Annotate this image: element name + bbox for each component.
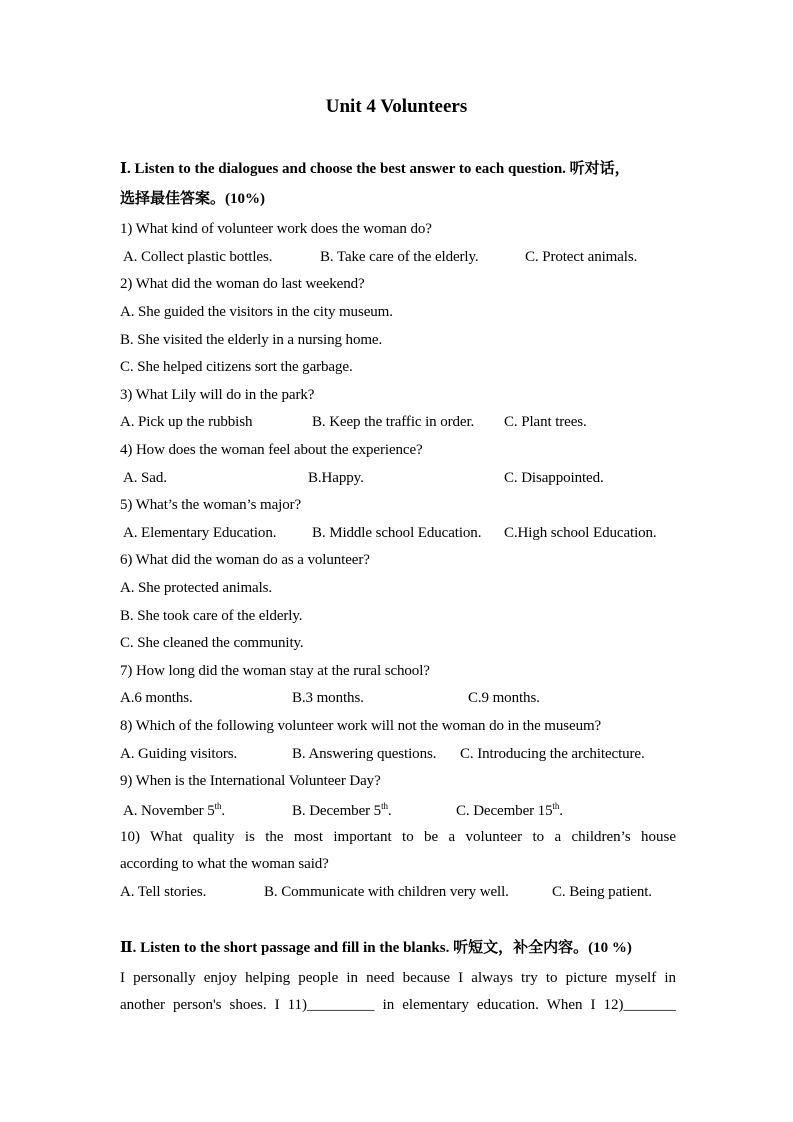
q2-option-b: B. She visited the elderly in a nursing home. bbox=[120, 332, 383, 348]
q5-option-b: B. Middle school Education. bbox=[312, 525, 482, 541]
q8-option-a: A. Guiding visitors. bbox=[120, 746, 238, 762]
section1-heading-line1: Ⅰ. Listen to the dialogues and choose the best answer to each question. 听对话， bbox=[120, 161, 630, 177]
page-title: Unit 4 Volunteers bbox=[325, 96, 468, 117]
q7-option-c: C.9 months. bbox=[468, 690, 540, 706]
q4-option-b: B.Happy. bbox=[308, 470, 364, 486]
question-3: 3) What Lily will do in the park? bbox=[120, 387, 315, 403]
q7-option-b: B.3 months. bbox=[292, 690, 364, 706]
q6-option-a: A. She protected animals. bbox=[120, 580, 273, 596]
question-6: 6) What did the woman do as a volunteer? bbox=[120, 552, 370, 568]
q3-option-b: B. Keep the traffic in order. bbox=[312, 414, 475, 430]
q4-option-c: C. Disappointed. bbox=[504, 470, 604, 486]
question-10-line1: 10) What quality is the most important to be a volunteer to a children’s house bbox=[120, 829, 676, 845]
question-7: 7) How long did the woman stay at the rural school? bbox=[120, 663, 430, 679]
q3-option-c: C. Plant trees. bbox=[504, 414, 587, 430]
question-8: 8) Which of the following volunteer work will not the woman do in the museum? bbox=[120, 718, 602, 734]
q3-option-a: A. Pick up the rubbish bbox=[120, 414, 253, 430]
q2-option-c: C. She helped citizens sort the garbage. bbox=[120, 359, 353, 375]
q9-option-b: B. December 5th. bbox=[292, 801, 392, 819]
passage-line1: I personally enjoy helping people in need because I always try to picture myself in bbox=[120, 970, 676, 986]
q5-option-c: C.High school Education. bbox=[504, 525, 657, 541]
q6-option-b: B. She took care of the elderly. bbox=[120, 608, 303, 624]
q10-option-c: C. Being patient. bbox=[552, 884, 652, 900]
q4-option-a: A. Sad. bbox=[123, 470, 167, 486]
question-4: 4) How does the woman feel about the experience? bbox=[120, 442, 423, 458]
q9-option-c: C. December 15th. bbox=[456, 801, 563, 819]
q9-option-a: A. November 5th. bbox=[123, 801, 226, 819]
q8-option-b: B. Answering questions. bbox=[292, 746, 437, 762]
q1-option-a: A. Collect plastic bottles. bbox=[123, 249, 273, 265]
q5-option-a: A. Elementary Education. bbox=[123, 525, 277, 541]
q2-option-a: A. She guided the visitors in the city museum. bbox=[120, 304, 393, 320]
q10-option-a: A. Tell stories. bbox=[120, 884, 207, 900]
q1-option-b: B. Take care of the elderly. bbox=[320, 249, 479, 265]
section1-heading-line2: 选择最佳答案。(10%) bbox=[120, 191, 265, 207]
q6-option-c: C. She cleaned the community. bbox=[120, 635, 304, 651]
question-1: 1) What kind of volunteer work does the woman do? bbox=[120, 221, 432, 237]
section2-heading: Ⅱ. Listen to the short passage and fill in the blanks. 听短文，补全内容。(10 %) bbox=[120, 940, 632, 956]
q7-option-a: A.6 months. bbox=[120, 690, 193, 706]
q1-option-c: C. Protect animals. bbox=[525, 249, 638, 265]
question-5: 5) What’s the woman’s major? bbox=[120, 497, 302, 513]
question-9: 9) When is the International Volunteer Day? bbox=[120, 773, 381, 789]
passage-line2: another person's shoes. I 11)_________ in elementary education. When I 12)_______ bbox=[120, 997, 676, 1013]
question-10-line2: according to what the woman said? bbox=[120, 856, 329, 872]
q10-option-b: B. Communicate with children very well. bbox=[264, 884, 509, 900]
question-2: 2) What did the woman do last weekend? bbox=[120, 276, 365, 292]
q8-option-c: C. Introducing the architecture. bbox=[460, 746, 645, 762]
